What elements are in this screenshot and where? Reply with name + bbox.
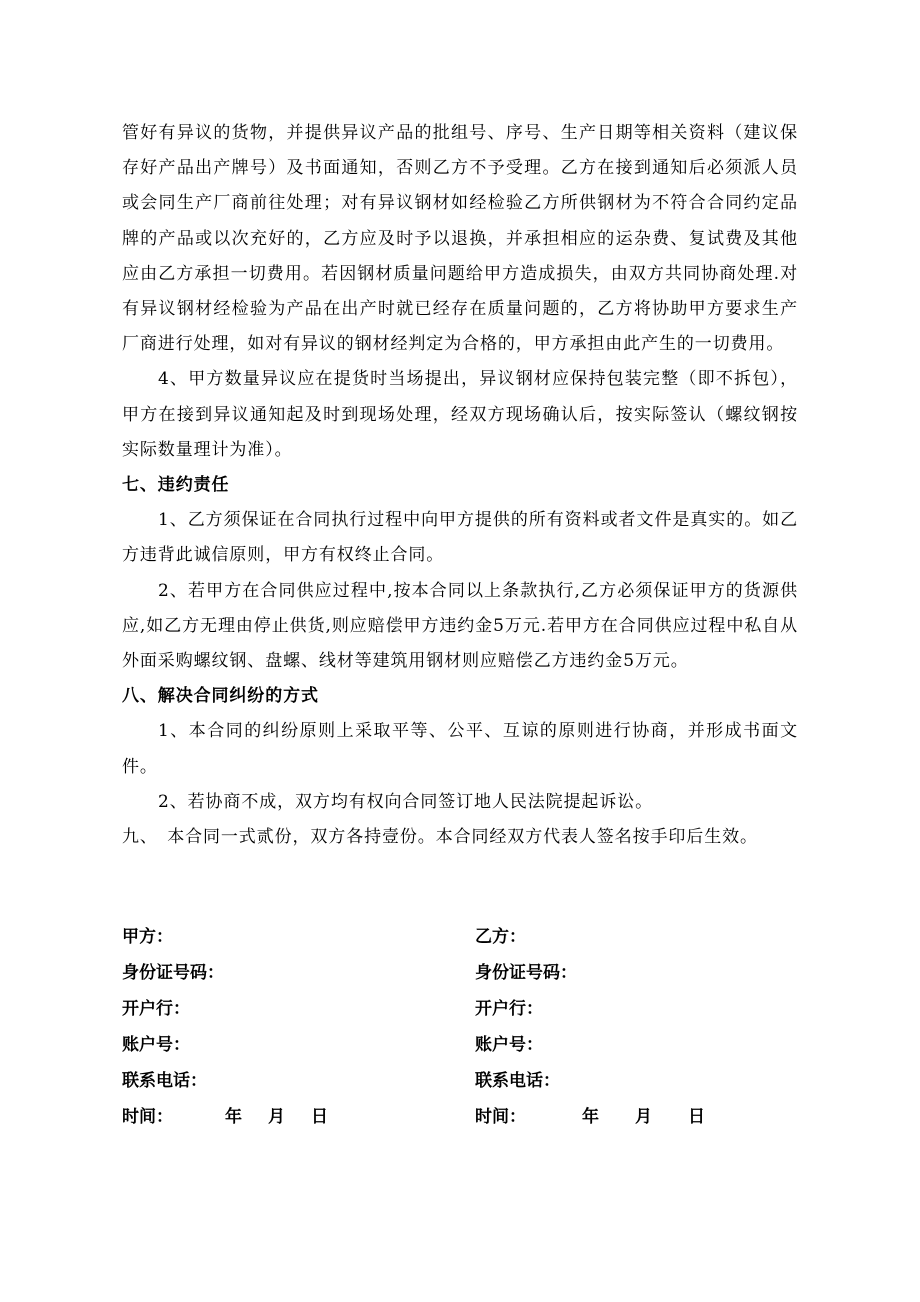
section-7-item-2: 2、若甲方在合同供应过程中,按本合同以上条款执行,乙方必须保证甲方的货源供应,如乙方无理由停止供货,则应赔偿甲方违约金5万元.若甲方在合同供应过程中私自从外面采购螺纹钢、盘螺、线材等建筑用钢材则应赔偿乙方违约金5万元。 (122, 580, 798, 672)
section-9-clause: 九、 本合同一式贰份，双方各持壹份。本合同经双方代表人签名按手印后生效。 (122, 827, 758, 848)
section-8-heading: 八、解决合同纠纷的方式 (122, 686, 319, 707)
party-a-day: 日 (311, 1107, 328, 1127)
party-b-time-row (475, 1106, 705, 1128)
party-b-id-label: 身份证号码： (475, 963, 577, 983)
party-a-year: 年 (225, 1107, 242, 1127)
party-b-year: 年 (582, 1107, 599, 1127)
party-b-account-label: 账户号： (475, 1035, 543, 1055)
party-b-time-label: 时间： (475, 1107, 526, 1127)
party-b-phone-label: 联系电话： (475, 1071, 560, 1091)
party-a-month: 月 (268, 1107, 285, 1127)
party-a-account-label: 账户号： (122, 1035, 190, 1055)
section-8-item-1: 1、本合同的纠纷原则上采取平等、公平、互谅的原则进行协商，并形成书面文件。 (122, 721, 798, 777)
party-a-time-row (122, 1106, 328, 1128)
party-a-name-label: 甲方： (122, 927, 173, 947)
party-b-day: 日 (688, 1107, 705, 1127)
party-a-phone-label: 联系电话： (122, 1071, 207, 1091)
party-b-name-label: 乙方： (475, 927, 526, 947)
section-7-item-1: 1、乙方须保证在合同执行过程中向甲方提供的所有资料或者文件是真实的。如乙方违背此诚信原则，甲方有权终止合同。 (122, 510, 798, 566)
party-b-month: 月 (635, 1107, 652, 1127)
paragraph-quantity-objection: 4、甲方数量异议应在提货时当场提出，异议钢材应保持包装完整（即不拆包），甲方在接到异议通知起及时到现场处理，经双方现场确认后，按实际签认（螺纹钢按实际数量理计为准）。 (122, 369, 798, 460)
party-a-id-label: 身份证号码： (122, 963, 224, 983)
section-8-item-2: 2、若协商不成，双方均有权向合同签订地人民法院提起诉讼。 (158, 791, 654, 812)
party-a-time-label: 时间： (122, 1107, 173, 1127)
paragraph-quality-objection-cont: 管好有异议的货物，并提供异议产品的批组号、序号、生产日期等相关资料（建议保存好产品出产牌号）及书面通知，否则乙方不予受理。乙方在接到通知后必须派人员或会同生产厂商前往处理；对有异议钢材如经检验乙方所供钢材为不符合合同约定品牌的产品或以次充好的，乙方应及时予以退换，并承担相应的运杂费、复试费及其他应由乙方承担一切费用。若因钢材质量问题给甲方造成损失，由双方共同协商处理.对有异议钢材经检验为产品在出产时就已经存在质量问题的，乙方将协助甲方要求生产厂商进行处理，如对有异议的钢材经判定为合格的，甲方承担由此产生的一切费用。 (122, 123, 798, 355)
party-b-bank-label: 开户行： (475, 999, 543, 1019)
section-7-heading: 七、违约责任 (122, 475, 230, 496)
contract-body (122, 116, 798, 855)
party-a-bank-label: 开户行： (122, 999, 190, 1019)
